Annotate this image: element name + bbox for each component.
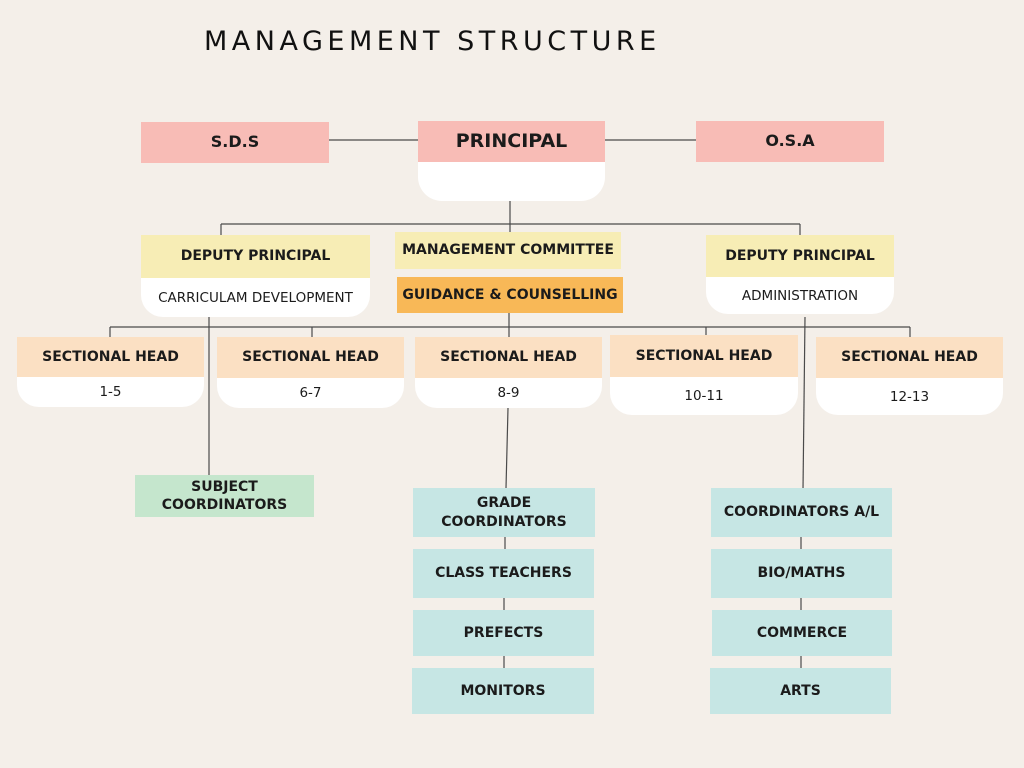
sectional-head-title: SECTIONAL HEAD (17, 337, 204, 377)
sectional-head-grades: 10-11 (610, 377, 798, 415)
deputy-principal-left-card (141, 235, 370, 317)
sds-box: S.D.S (141, 122, 329, 163)
arts-box: ARTS (710, 668, 891, 714)
deputy-principal-right-card (706, 235, 894, 314)
sectional-head-title: SECTIONAL HEAD (217, 337, 404, 378)
sectional-head-grades: 1-5 (17, 377, 204, 407)
sectional-head-title: SECTIONAL HEAD (415, 337, 602, 378)
bio-maths-box: BIO/MATHS (711, 549, 892, 598)
sectional-head-card (610, 335, 798, 415)
class-teachers-box: CLASS TEACHERS (413, 549, 594, 598)
management-committee-box: MANAGEMENT COMMITTEE (395, 232, 621, 269)
sectional-head-title: SECTIONAL HEAD (610, 335, 798, 377)
deputy-principal-right-subtitle: ADMINISTRATION (706, 277, 894, 314)
grade-coordinators-box: GRADE COORDINATORS (413, 488, 595, 537)
sectional-head-card (816, 337, 1003, 415)
principal-card (418, 121, 605, 201)
principal-label: PRINCIPAL (418, 121, 605, 162)
sectional-head-grades: 6-7 (217, 378, 404, 408)
osa-box: O.S.A (696, 121, 884, 162)
prefects-box: PREFECTS (413, 610, 594, 656)
connector (506, 408, 508, 488)
sectional-head-grades: 12-13 (816, 378, 1003, 415)
coordinators-al-box: COORDINATORS A/L (711, 488, 892, 537)
subject-coordinators-box: SUBJECT COORDINATORS (135, 475, 314, 517)
sectional-head-grades: 8-9 (415, 378, 602, 408)
monitors-box: MONITORS (412, 668, 594, 714)
sectional-head-title: SECTIONAL HEAD (816, 337, 1003, 378)
commerce-box: COMMERCE (712, 610, 892, 656)
sectional-head-card (217, 337, 404, 408)
guidance-counselling-box: GUIDANCE & COUNSELLING (397, 277, 623, 313)
sectional-head-card (17, 337, 204, 407)
chart-title: MANAGEMENT STRUCTURE (204, 26, 661, 57)
deputy-principal-left-subtitle: CARRICULAM DEVELOPMENT (141, 278, 370, 317)
connector (803, 317, 805, 490)
deputy-principal-right-title: DEPUTY PRINCIPAL (706, 235, 894, 277)
sectional-head-card (415, 337, 602, 408)
deputy-principal-left-title: DEPUTY PRINCIPAL (141, 235, 370, 278)
